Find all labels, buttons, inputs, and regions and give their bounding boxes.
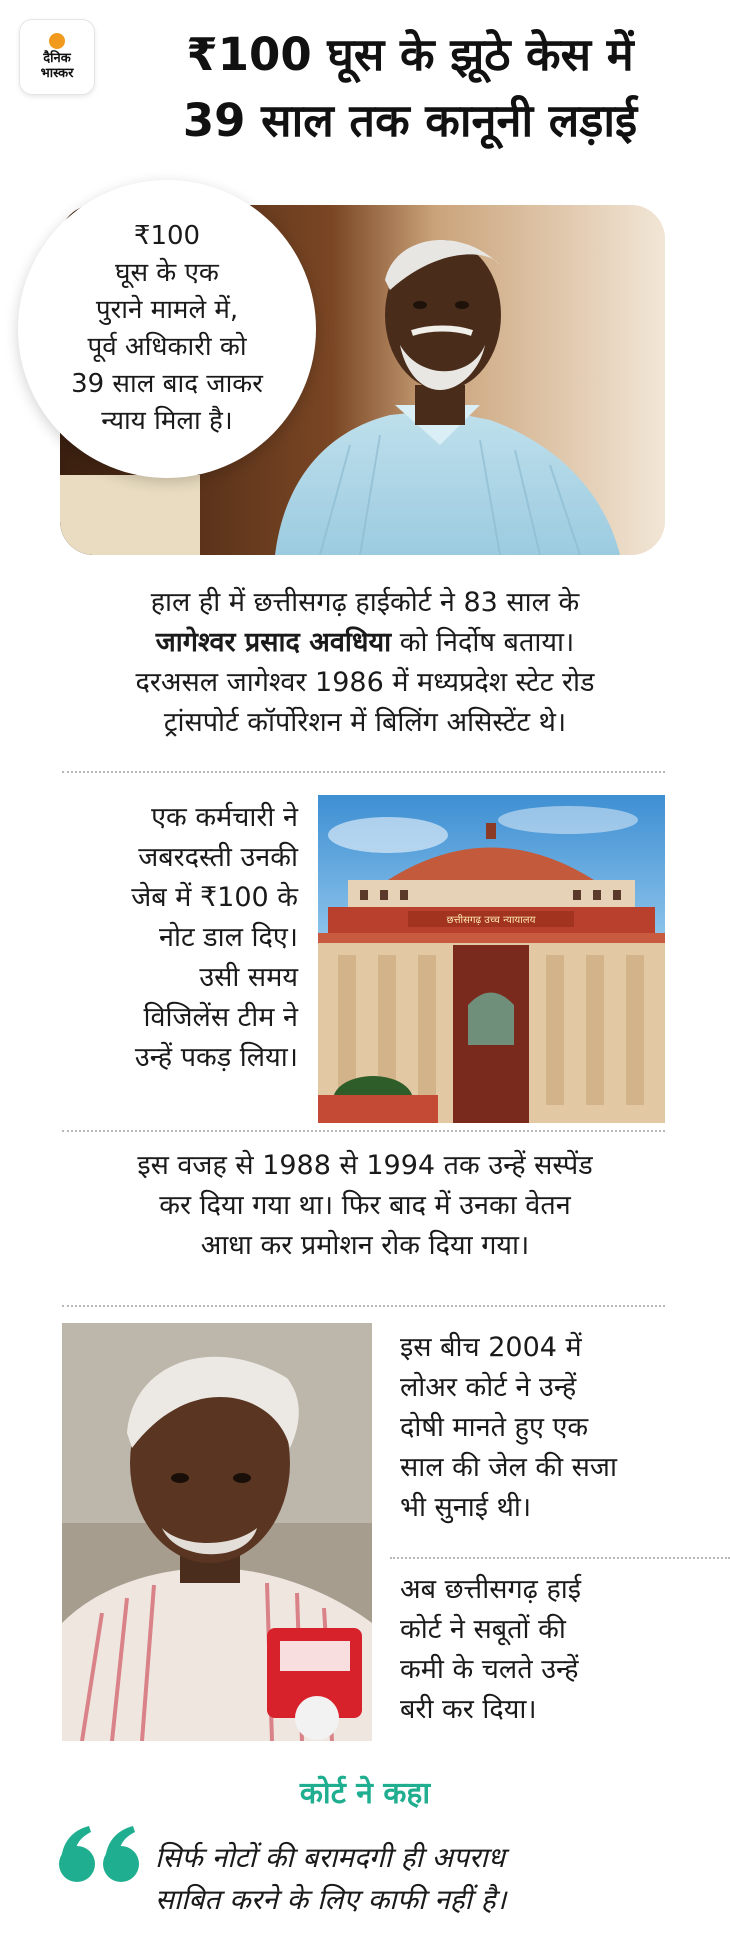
quote-icon	[55, 1820, 145, 1890]
lower-court-line: भी सुनाई थी।	[400, 1492, 532, 1523]
high-court-photo	[318, 795, 665, 1123]
acquittal-paragraph	[400, 1570, 700, 1730]
lower-court-line: लोअर कोर्ट ने उन्हें	[400, 1372, 577, 1403]
event-line: विजिलेंस टीम ने	[143, 1002, 298, 1033]
lower-court-line: इस बीच 2004 में	[400, 1332, 582, 1363]
divider	[62, 1305, 665, 1307]
bubble-line: पूर्व अधिकारी को	[87, 332, 247, 362]
logo-dot-icon	[49, 33, 65, 49]
suspension-line: आधा कर प्रमोशन रोक दिया गया।	[200, 1230, 530, 1261]
intro-line-1: हाल ही में छत्तीसगढ़ हाईकोर्ट ने 83 साल के	[150, 587, 580, 618]
event-paragraph	[62, 798, 298, 1078]
bubble-line: 39 साल बाद जाकर	[71, 369, 263, 399]
divider	[390, 1557, 730, 1559]
intro-line-2-rest: को निर्दोष बताया।	[391, 627, 575, 658]
suspension-paragraph	[30, 1146, 700, 1266]
event-line: उन्हें पकड़ लिया।	[134, 1042, 298, 1073]
suspension-line: इस वजह से 1988 से 1994 तक उन्हें सस्पेंड	[137, 1150, 593, 1181]
acquittal-line: अब छत्तीसगढ़ हाई	[400, 1574, 582, 1605]
logo-text-line1: दैनिक	[43, 51, 71, 66]
portrait-illustration	[62, 1323, 372, 1741]
divider	[62, 771, 665, 773]
quote-line-1: सिर्फ नोटों की बरामदगी ही अपराध	[155, 1841, 505, 1874]
event-line: एक कर्मचारी ने	[151, 802, 298, 833]
quote-line-2: साबित करने के लिए काफी नहीं है।	[155, 1883, 507, 1916]
portrait-photo	[62, 1323, 372, 1741]
logo-text-line2: भास्कर	[40, 66, 74, 81]
bubble-line: पुराने मामले में,	[95, 295, 239, 325]
acquittal-line: बरी कर दिया।	[400, 1694, 537, 1725]
event-line: उसी समय	[199, 962, 298, 993]
intro-line-3: दरअसल जागेश्वर 1986 में मध्यप्रदेश स्टेट रोड	[135, 667, 595, 698]
event-line: नोट डाल दिए।	[159, 922, 298, 953]
dainik-bhaskar-logo	[20, 20, 94, 94]
lower-court-line: दोषी मानते हुए एक	[400, 1412, 589, 1443]
summary-bubble	[18, 180, 316, 478]
lower-court-paragraph	[400, 1328, 700, 1528]
event-line: जबरदस्ती उनकी	[138, 842, 298, 873]
headline-line-1: ₹100 घूस के झूठे केस में	[186, 28, 634, 81]
intro-paragraph	[30, 583, 700, 743]
divider	[62, 1130, 665, 1132]
intro-line-4: ट्रांसपोर्ट कॉर्पोरेशन में बिलिंग असिस्टेंट थे।	[163, 707, 567, 738]
high-court-illustration	[318, 795, 665, 1123]
lower-court-line: साल की जेल की सजा	[400, 1452, 617, 1483]
acquittal-line: कोर्ट ने सबूतों की	[400, 1614, 566, 1645]
bubble-line: ₹100	[133, 221, 201, 251]
headline-line-2: 39 साल तक कानूनी लड़ाई	[182, 94, 638, 147]
person-name: जागेश्वर प्रसाद अवधिया	[155, 627, 392, 658]
intro-line-2	[30, 623, 700, 663]
bubble-line: घूस के एक	[115, 258, 219, 288]
bubble-line: न्याय मिला है।	[101, 406, 233, 436]
page-title	[100, 22, 720, 154]
event-line: जेब में ₹100 के	[131, 882, 298, 913]
acquittal-line: कमी के चलते उन्हें	[400, 1654, 579, 1685]
court-said-heading: कोर्ट ने कहा	[299, 1776, 431, 1811]
court-quote	[155, 1837, 715, 1921]
court-sign-text: छत्तीसगढ़ उच्च न्यायालय	[446, 915, 536, 926]
suspension-line: कर दिया गया था। फिर बाद में उनका वेतन	[159, 1190, 571, 1221]
